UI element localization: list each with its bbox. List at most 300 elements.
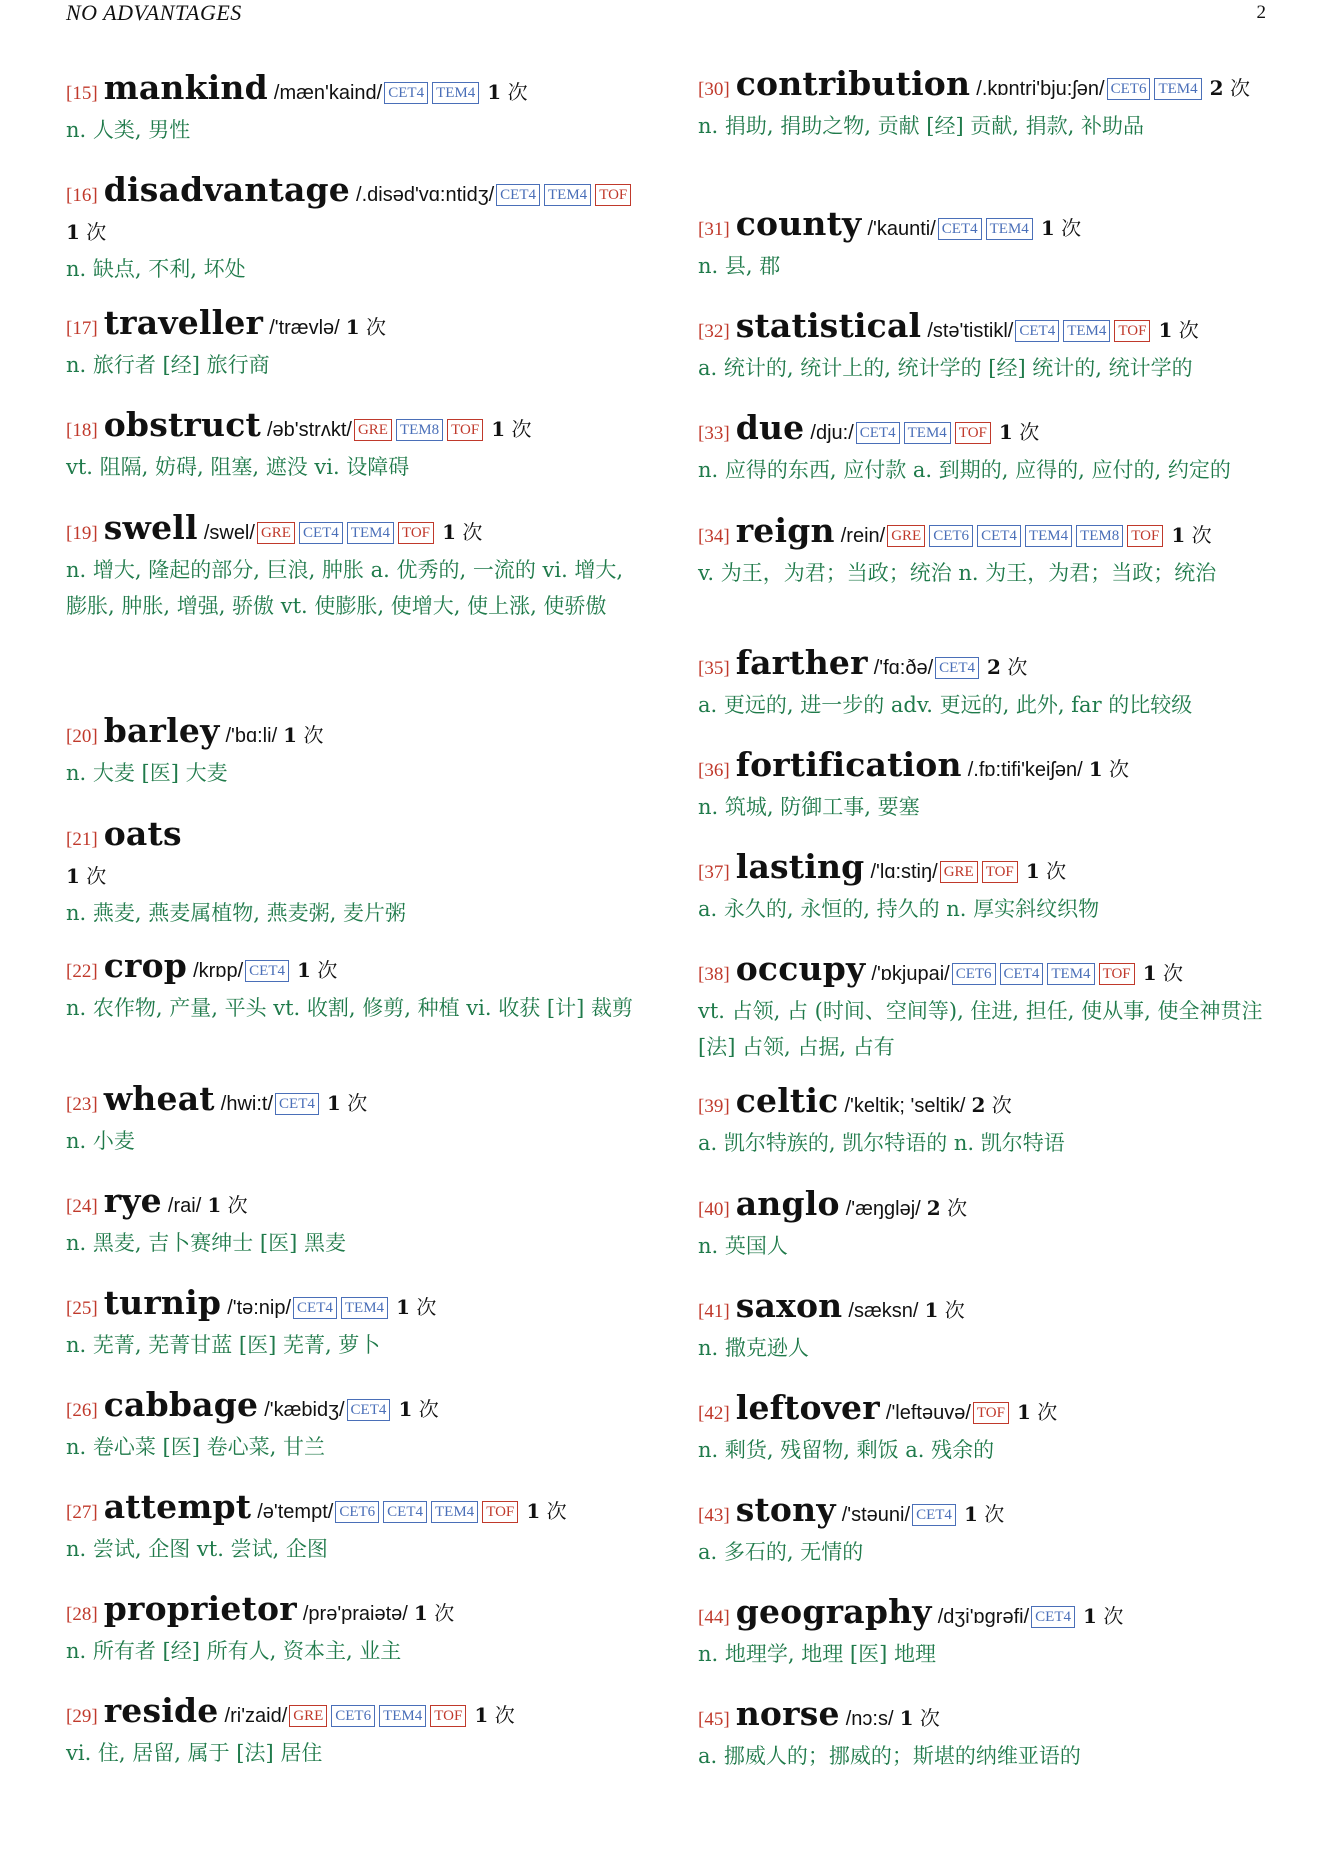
frequency-count	[346, 315, 386, 339]
vocab-entry	[698, 849, 1273, 927]
count-unit: 次	[86, 220, 107, 244]
exam-tag: CET4	[935, 657, 979, 679]
count-unit: 次	[511, 417, 532, 441]
count-number: 1	[66, 220, 80, 244]
headword: occupy	[735, 949, 866, 988]
phonetic: /'bɑ:li/	[225, 725, 278, 747]
headword: traveller	[103, 303, 264, 342]
exam-tag: TOF	[595, 184, 631, 206]
definition: n. 芜菁, 芜菁甘蓝 [医] 芜菁, 萝卜	[66, 1333, 381, 1357]
entry-number: [29]	[66, 1706, 98, 1727]
definition: a. 多石的, 无情的	[698, 1540, 864, 1564]
entry-headline	[698, 951, 1273, 993]
entry-number: [18]	[66, 420, 98, 441]
exam-tag: GRE	[887, 525, 925, 547]
entry-headline	[698, 1696, 1273, 1738]
frequency-count	[972, 1093, 1012, 1117]
count-unit: 次	[944, 1298, 965, 1322]
page-number: 2	[1256, 2, 1266, 23]
headword: proprietor	[103, 1589, 297, 1628]
entry-headline	[698, 1186, 1273, 1228]
headword: stony	[735, 1490, 836, 1529]
entry-headline	[66, 1183, 641, 1225]
exam-tag: CET4	[1031, 1606, 1075, 1628]
exam-tag: CET6	[335, 1501, 379, 1523]
count-unit: 次	[366, 315, 387, 339]
phonetic: /.fɒ:tifi'keiʃən/	[967, 759, 1083, 781]
headword: turnip	[103, 1283, 222, 1322]
vocab-entry	[698, 1492, 1273, 1570]
count-number: 1	[442, 520, 456, 544]
entry-number: [20]	[66, 726, 98, 747]
vocab-entry	[698, 410, 1273, 488]
frequency-count	[66, 864, 106, 888]
phonetic: /ə'tempt/	[257, 1501, 334, 1523]
entry-headline	[698, 410, 1273, 452]
definition: n. 英国人	[698, 1234, 788, 1258]
entry-number: [28]	[66, 1604, 98, 1625]
definition: n. 卷心菜 [医] 卷心菜, 甘兰	[66, 1435, 325, 1459]
phonetic: /'keltik; 'seltik/	[844, 1095, 966, 1117]
exam-tag: CET4	[977, 525, 1021, 547]
definition: a. 更远的, 进一步的 adv. 更远的, 此外, far 的比较级	[698, 693, 1193, 717]
phonetic: /'lɑ:stiŋ/	[870, 861, 938, 883]
headword: lasting	[735, 847, 865, 886]
entry-number: [23]	[66, 1094, 98, 1115]
entry-number: [36]	[698, 760, 730, 781]
entry-headline	[66, 1489, 641, 1531]
count-number: 1	[66, 864, 80, 888]
entry-number: [30]	[698, 79, 730, 100]
count-unit: 次	[494, 1703, 515, 1727]
count-unit: 次	[1109, 757, 1130, 781]
exam-tag: CET4	[293, 1297, 337, 1319]
vocab-entry	[698, 206, 1273, 284]
headword: statistical	[735, 306, 922, 345]
count-unit: 次	[1191, 523, 1212, 547]
exam-tag: CET6	[1107, 78, 1151, 100]
vocab-entry	[698, 1186, 1273, 1264]
definition: n. 小麦	[66, 1129, 135, 1153]
vocab-entry	[66, 305, 641, 383]
definition: n. 旅行者 [经] 旅行商	[66, 353, 270, 377]
frequency-count	[491, 417, 531, 441]
entry-number: [19]	[66, 523, 98, 544]
exam-tag: TOF	[482, 1501, 518, 1523]
entry-number: [44]	[698, 1607, 730, 1628]
exam-tag: CET4	[299, 522, 343, 544]
exam-tag: CET6	[952, 963, 996, 985]
headword: leftover	[735, 1388, 880, 1427]
entry-headline	[66, 407, 641, 449]
headword: cabbage	[103, 1385, 259, 1424]
running-header-title: NO ADVANTAGES	[66, 0, 242, 25]
exam-tag: TEM4	[347, 522, 394, 544]
headword: norse	[735, 1694, 840, 1733]
definition: n. 捐助, 捐助之物, 贡献 [经] 贡献, 捐款, 补助品	[698, 114, 1145, 138]
frequency-count	[900, 1706, 940, 1730]
phonetic: /hwi:t/	[220, 1093, 274, 1115]
frequency-count	[526, 1499, 566, 1523]
count-unit: 次	[1178, 318, 1199, 342]
definition: n. 剩货, 残留物, 剩饭 a. 残余的	[698, 1438, 995, 1462]
count-number: 1	[207, 1193, 222, 1217]
phonetic: /'tə:nip/	[227, 1297, 292, 1319]
exam-tag: TEM4	[1047, 963, 1094, 985]
headword: crop	[103, 946, 188, 985]
definition: n. 应得的东西, 应付款 a. 到期的, 应得的, 应付的, 约定的	[698, 458, 1231, 482]
entry-headline	[66, 172, 641, 251]
headword: county	[735, 204, 862, 243]
entry-number: [16]	[66, 185, 98, 206]
exam-tag: CET4	[275, 1093, 319, 1115]
exam-tag: TEM4	[1154, 78, 1201, 100]
count-unit: 次	[434, 1601, 455, 1625]
count-unit: 次	[1103, 1604, 1124, 1628]
definition: n. 燕麦, 燕麦属植物, 燕麦粥, 麦片粥	[66, 901, 406, 925]
exam-tag: CET4	[384, 82, 428, 104]
vocab-entry	[66, 510, 641, 624]
exam-tag: TEM4	[986, 218, 1033, 240]
entry-headline	[698, 1288, 1273, 1330]
count-unit: 次	[1019, 420, 1040, 444]
exam-tag: TEM4	[544, 184, 591, 206]
count-unit: 次	[416, 1295, 437, 1319]
entry-headline	[66, 1693, 641, 1735]
entry-headline	[66, 510, 641, 552]
headword: fortification	[735, 745, 962, 784]
phonetic: /krɒp/	[193, 960, 244, 982]
entry-headline	[698, 1083, 1273, 1125]
definition: n. 黑麦, 吉卜赛绅士 [医] 黑麦	[66, 1231, 346, 1255]
headword: farther	[735, 643, 868, 682]
count-number: 2	[971, 1093, 986, 1117]
phonetic: /nɔ:s/	[845, 1708, 894, 1730]
entry-headline	[698, 1594, 1273, 1636]
entry-headline	[66, 1591, 641, 1633]
frequency-count	[924, 1298, 964, 1322]
entry-headline	[698, 66, 1273, 108]
count-number: 1	[326, 1091, 341, 1115]
exam-tag: CET4	[383, 1501, 427, 1523]
definition: v. 为王，为君；当政；统治 n. 为王，为君；当政；统治	[698, 561, 1217, 585]
entry-number: [43]	[698, 1505, 730, 1526]
exam-tag: CET4	[347, 1399, 391, 1421]
count-unit: 次	[1162, 961, 1183, 985]
exam-tag: TOF	[1127, 525, 1163, 547]
count-number: 1	[963, 1502, 978, 1526]
phonetic: /rai/	[167, 1195, 202, 1217]
headword: obstruct	[103, 405, 261, 444]
count-number: 1	[899, 1706, 914, 1730]
vocab-entry	[698, 1288, 1273, 1366]
entry-headline	[698, 1492, 1273, 1534]
phonetic: /.kɒntri'bju:ʃən/	[976, 78, 1105, 100]
frequency-count	[1171, 523, 1211, 547]
entry-number: [39]	[698, 1096, 730, 1117]
phonetic: /prə'praiətə/	[302, 1603, 408, 1625]
phonetic: /mæn'kaind/	[273, 82, 383, 104]
exam-tag: GRE	[940, 861, 978, 883]
entry-number: [24]	[66, 1196, 98, 1217]
entry-number: [27]	[66, 1502, 98, 1523]
frequency-count	[1041, 216, 1081, 240]
phonetic: /ri'zaid/	[224, 1705, 288, 1727]
entry-headline	[698, 206, 1273, 248]
headword: mankind	[103, 68, 268, 107]
headword: anglo	[735, 1184, 840, 1223]
frequency-count	[474, 1703, 514, 1727]
entry-number: [32]	[698, 321, 730, 342]
count-unit: 次	[991, 1093, 1012, 1117]
exam-tag: TEM4	[341, 1297, 388, 1319]
count-unit: 次	[462, 520, 483, 544]
exam-tag: TEM4	[904, 422, 951, 444]
entry-headline	[698, 849, 1273, 891]
exam-tag: TOF	[398, 522, 434, 544]
definition: n. 增大, 隆起的部分, 巨浪, 肿胀 a. 优秀的, 一流的 vi. 增大, 膨胀, 肿胀, 增强, 骄傲 vt. 使膨胀, 使增大, 使上涨, 使骄傲	[66, 558, 624, 618]
entry-headline	[698, 747, 1273, 789]
vocab-entry	[698, 747, 1273, 825]
definition: vt. 阻隔, 妨碍, 阻塞, 遮没 vi. 设障碍	[66, 455, 410, 479]
count-number: 2	[926, 1196, 941, 1220]
phonetic: /əb'strʌkt/	[266, 419, 352, 441]
count-unit: 次	[418, 1397, 439, 1421]
definition: n. 人类, 男性	[66, 118, 191, 142]
entry-number: [17]	[66, 318, 98, 339]
headword: attempt	[103, 1487, 252, 1526]
exam-tag: TOF	[955, 422, 991, 444]
count-unit: 次	[1046, 859, 1067, 883]
definition: n. 尝试, 企图 vt. 尝试, 企图	[66, 1537, 328, 1561]
count-unit: 次	[317, 958, 338, 982]
vocab-entry	[66, 70, 641, 148]
phonetic: /'stəuni/	[841, 1504, 911, 1526]
frequency-count	[1026, 859, 1066, 883]
entry-number: [41]	[698, 1301, 730, 1322]
frequency-count	[1083, 1604, 1123, 1628]
exam-tag: CET6	[331, 1705, 375, 1727]
definition: n. 撒克逊人	[698, 1336, 809, 1360]
entry-headline	[66, 1387, 641, 1429]
phonetic: /rein/	[840, 525, 886, 547]
headword: oats	[103, 814, 182, 853]
definition: n. 地理学, 地理 [医] 地理	[698, 1642, 936, 1666]
exam-tag: CET6	[929, 525, 973, 547]
frequency-count	[414, 1601, 454, 1625]
frequency-count	[487, 80, 527, 104]
entry-headline	[698, 1390, 1273, 1432]
count-number: 1	[1158, 318, 1173, 342]
phonetic: /dju:/	[810, 422, 854, 444]
frequency-count	[396, 1295, 436, 1319]
entry-number: [22]	[66, 961, 98, 982]
definition: vi. 住, 居留, 属于 [法] 居住	[66, 1741, 323, 1765]
exam-tag: TEM4	[431, 1501, 478, 1523]
vocab-entry	[698, 1390, 1273, 1468]
phonetic: /'kaunti/	[867, 218, 936, 240]
count-unit: 次	[507, 80, 528, 104]
definition: n. 农作物, 产量, 平头 vt. 收割, 修剪, 种植 vi. 收获 [计] 裁剪	[66, 996, 633, 1020]
count-number: 1	[398, 1397, 413, 1421]
phonetic: /'ɒkjupai/	[871, 963, 950, 985]
exam-tag: TOF	[973, 1402, 1009, 1424]
entry-number: [31]	[698, 219, 730, 240]
entry-headline	[66, 713, 641, 755]
entry-number: [33]	[698, 423, 730, 444]
vocab-entry	[698, 1594, 1273, 1672]
count-unit: 次	[546, 1499, 567, 1523]
headword: wheat	[103, 1079, 215, 1118]
frequency-count	[207, 1193, 247, 1217]
entry-headline	[698, 308, 1273, 350]
exam-tag: TEM4	[379, 1705, 426, 1727]
count-number: 1	[413, 1601, 428, 1625]
count-number: 1	[283, 723, 298, 747]
phonetic: /sæksn/	[848, 1300, 919, 1322]
vocab-entry	[66, 172, 641, 287]
phonetic: /swel/	[203, 522, 255, 544]
entry-number: [26]	[66, 1400, 98, 1421]
definition: vt. 占领, 占 (时间、空间等), 住进, 担任, 使从事, 使全神贯注 [法] 占领, 占据, 占有	[698, 999, 1263, 1059]
definition: a. 统计的, 统计上的, 统计学的 [经] 统计的, 统计学的	[698, 356, 1193, 380]
exam-tag: CET4	[1015, 320, 1059, 342]
count-unit: 次	[1229, 76, 1250, 100]
phonetic: /'leftəuvə/	[885, 1402, 971, 1424]
entry-number: [15]	[66, 83, 98, 104]
vocab-entry	[66, 1489, 641, 1567]
exam-tag: TOF	[982, 861, 1018, 883]
frequency-count	[1159, 318, 1199, 342]
phonetic: /'trævlə/	[269, 317, 340, 339]
count-unit: 次	[86, 864, 107, 888]
vocab-entry	[698, 951, 1273, 1065]
headword: barley	[103, 711, 220, 750]
exam-tag: TEM4	[1063, 320, 1110, 342]
count-number: 1	[345, 315, 360, 339]
count-number: 1	[1025, 859, 1040, 883]
definition: n. 县, 郡	[698, 254, 781, 278]
frequency-count	[297, 958, 337, 982]
frequency-count	[1089, 757, 1129, 781]
entry-number: [35]	[698, 658, 730, 679]
headword: swell	[103, 508, 198, 547]
definition: a. 挪威人的；挪威的；斯堪的纳维亚语的	[698, 1744, 1081, 1768]
count-unit: 次	[947, 1196, 968, 1220]
exam-tag: TOF	[1114, 320, 1150, 342]
exam-tag: GRE	[257, 522, 295, 544]
entry-number: [37]	[698, 862, 730, 883]
vocab-entry	[698, 66, 1273, 144]
entry-headline	[698, 513, 1273, 555]
count-number: 1	[1088, 757, 1103, 781]
vocab-entry	[66, 1081, 641, 1159]
phonetic: /.disəd'vɑ:ntidʒ/	[356, 184, 495, 206]
entry-headline	[66, 305, 641, 347]
exam-tag: CET4	[496, 184, 540, 206]
vocab-entry	[66, 1591, 641, 1669]
exam-tag: CET4	[912, 1504, 956, 1526]
phonetic: /'æŋgləj/	[845, 1198, 921, 1220]
entry-number: [45]	[698, 1709, 730, 1730]
vocab-entry	[698, 645, 1273, 723]
entry-number: [21]	[66, 829, 98, 850]
phonetic: /'fɑ:ðə/	[873, 657, 934, 679]
entry-headline	[66, 816, 641, 895]
count-number: 1	[998, 420, 1013, 444]
exam-tag: CET4	[1000, 963, 1044, 985]
count-number: 1	[924, 1298, 939, 1322]
count-number: 1	[526, 1499, 541, 1523]
count-unit: 次	[347, 1091, 368, 1115]
frequency-count	[999, 420, 1039, 444]
count-unit: 次	[227, 1193, 248, 1217]
count-unit: 次	[1061, 216, 1082, 240]
count-number: 1	[1083, 1604, 1097, 1628]
frequency-count	[987, 655, 1027, 679]
frequency-count	[66, 220, 106, 244]
vocab-entry	[66, 407, 641, 485]
count-number: 2	[987, 655, 1001, 679]
vocab-entry	[66, 1387, 641, 1465]
count-number: 1	[1040, 216, 1055, 240]
count-number: 1	[297, 958, 311, 982]
headword: disadvantage	[103, 170, 350, 209]
exam-tag: CET4	[245, 960, 289, 982]
exam-tag: TOF	[430, 1705, 466, 1727]
count-number: 1	[1017, 1400, 1031, 1424]
vocab-entry	[66, 816, 641, 931]
exam-tag: TEM4	[432, 82, 479, 104]
exam-tag: TEM8	[1076, 525, 1123, 547]
definition: a. 永久的, 永恒的, 持久的 n. 厚实斜纹织物	[698, 897, 1100, 921]
count-number: 1	[396, 1295, 411, 1319]
definition: n. 缺点, 不利, 坏处	[66, 257, 246, 281]
phonetic: /dʒi'ɒgrəfi/	[937, 1606, 1030, 1628]
vocab-entry	[66, 713, 641, 791]
exam-tag: GRE	[354, 419, 392, 441]
count-number: 1	[1171, 523, 1186, 547]
definition: n. 大麦 [医] 大麦	[66, 761, 228, 785]
count-number: 1	[474, 1703, 489, 1727]
headword: reign	[735, 511, 835, 550]
definition: a. 凯尔特族的, 凯尔特语的 n. 凯尔特语	[698, 1131, 1065, 1155]
frequency-count	[1143, 961, 1183, 985]
headword: saxon	[735, 1286, 843, 1325]
vocab-entry	[66, 1285, 641, 1363]
exam-tag: TEM4	[1025, 525, 1072, 547]
vocab-entry	[66, 1693, 641, 1771]
count-unit: 次	[1037, 1400, 1058, 1424]
count-unit: 次	[919, 1706, 940, 1730]
count-number: 1	[487, 80, 502, 104]
exam-tag: CET4	[856, 422, 900, 444]
entry-number: [34]	[698, 526, 730, 547]
vocab-entry	[698, 1083, 1273, 1161]
headword: geography	[735, 1592, 932, 1631]
vocab-entry	[698, 513, 1273, 591]
exam-tag: TOF	[447, 419, 483, 441]
count-unit: 次	[303, 723, 324, 747]
frequency-count	[398, 1397, 438, 1421]
headword: due	[735, 408, 805, 447]
headword: contribution	[735, 64, 971, 103]
count-unit: 次	[984, 1502, 1005, 1526]
count-number: 2	[1209, 76, 1224, 100]
entry-headline	[66, 948, 641, 990]
frequency-count	[327, 1091, 367, 1115]
count-number: 1	[491, 417, 506, 441]
